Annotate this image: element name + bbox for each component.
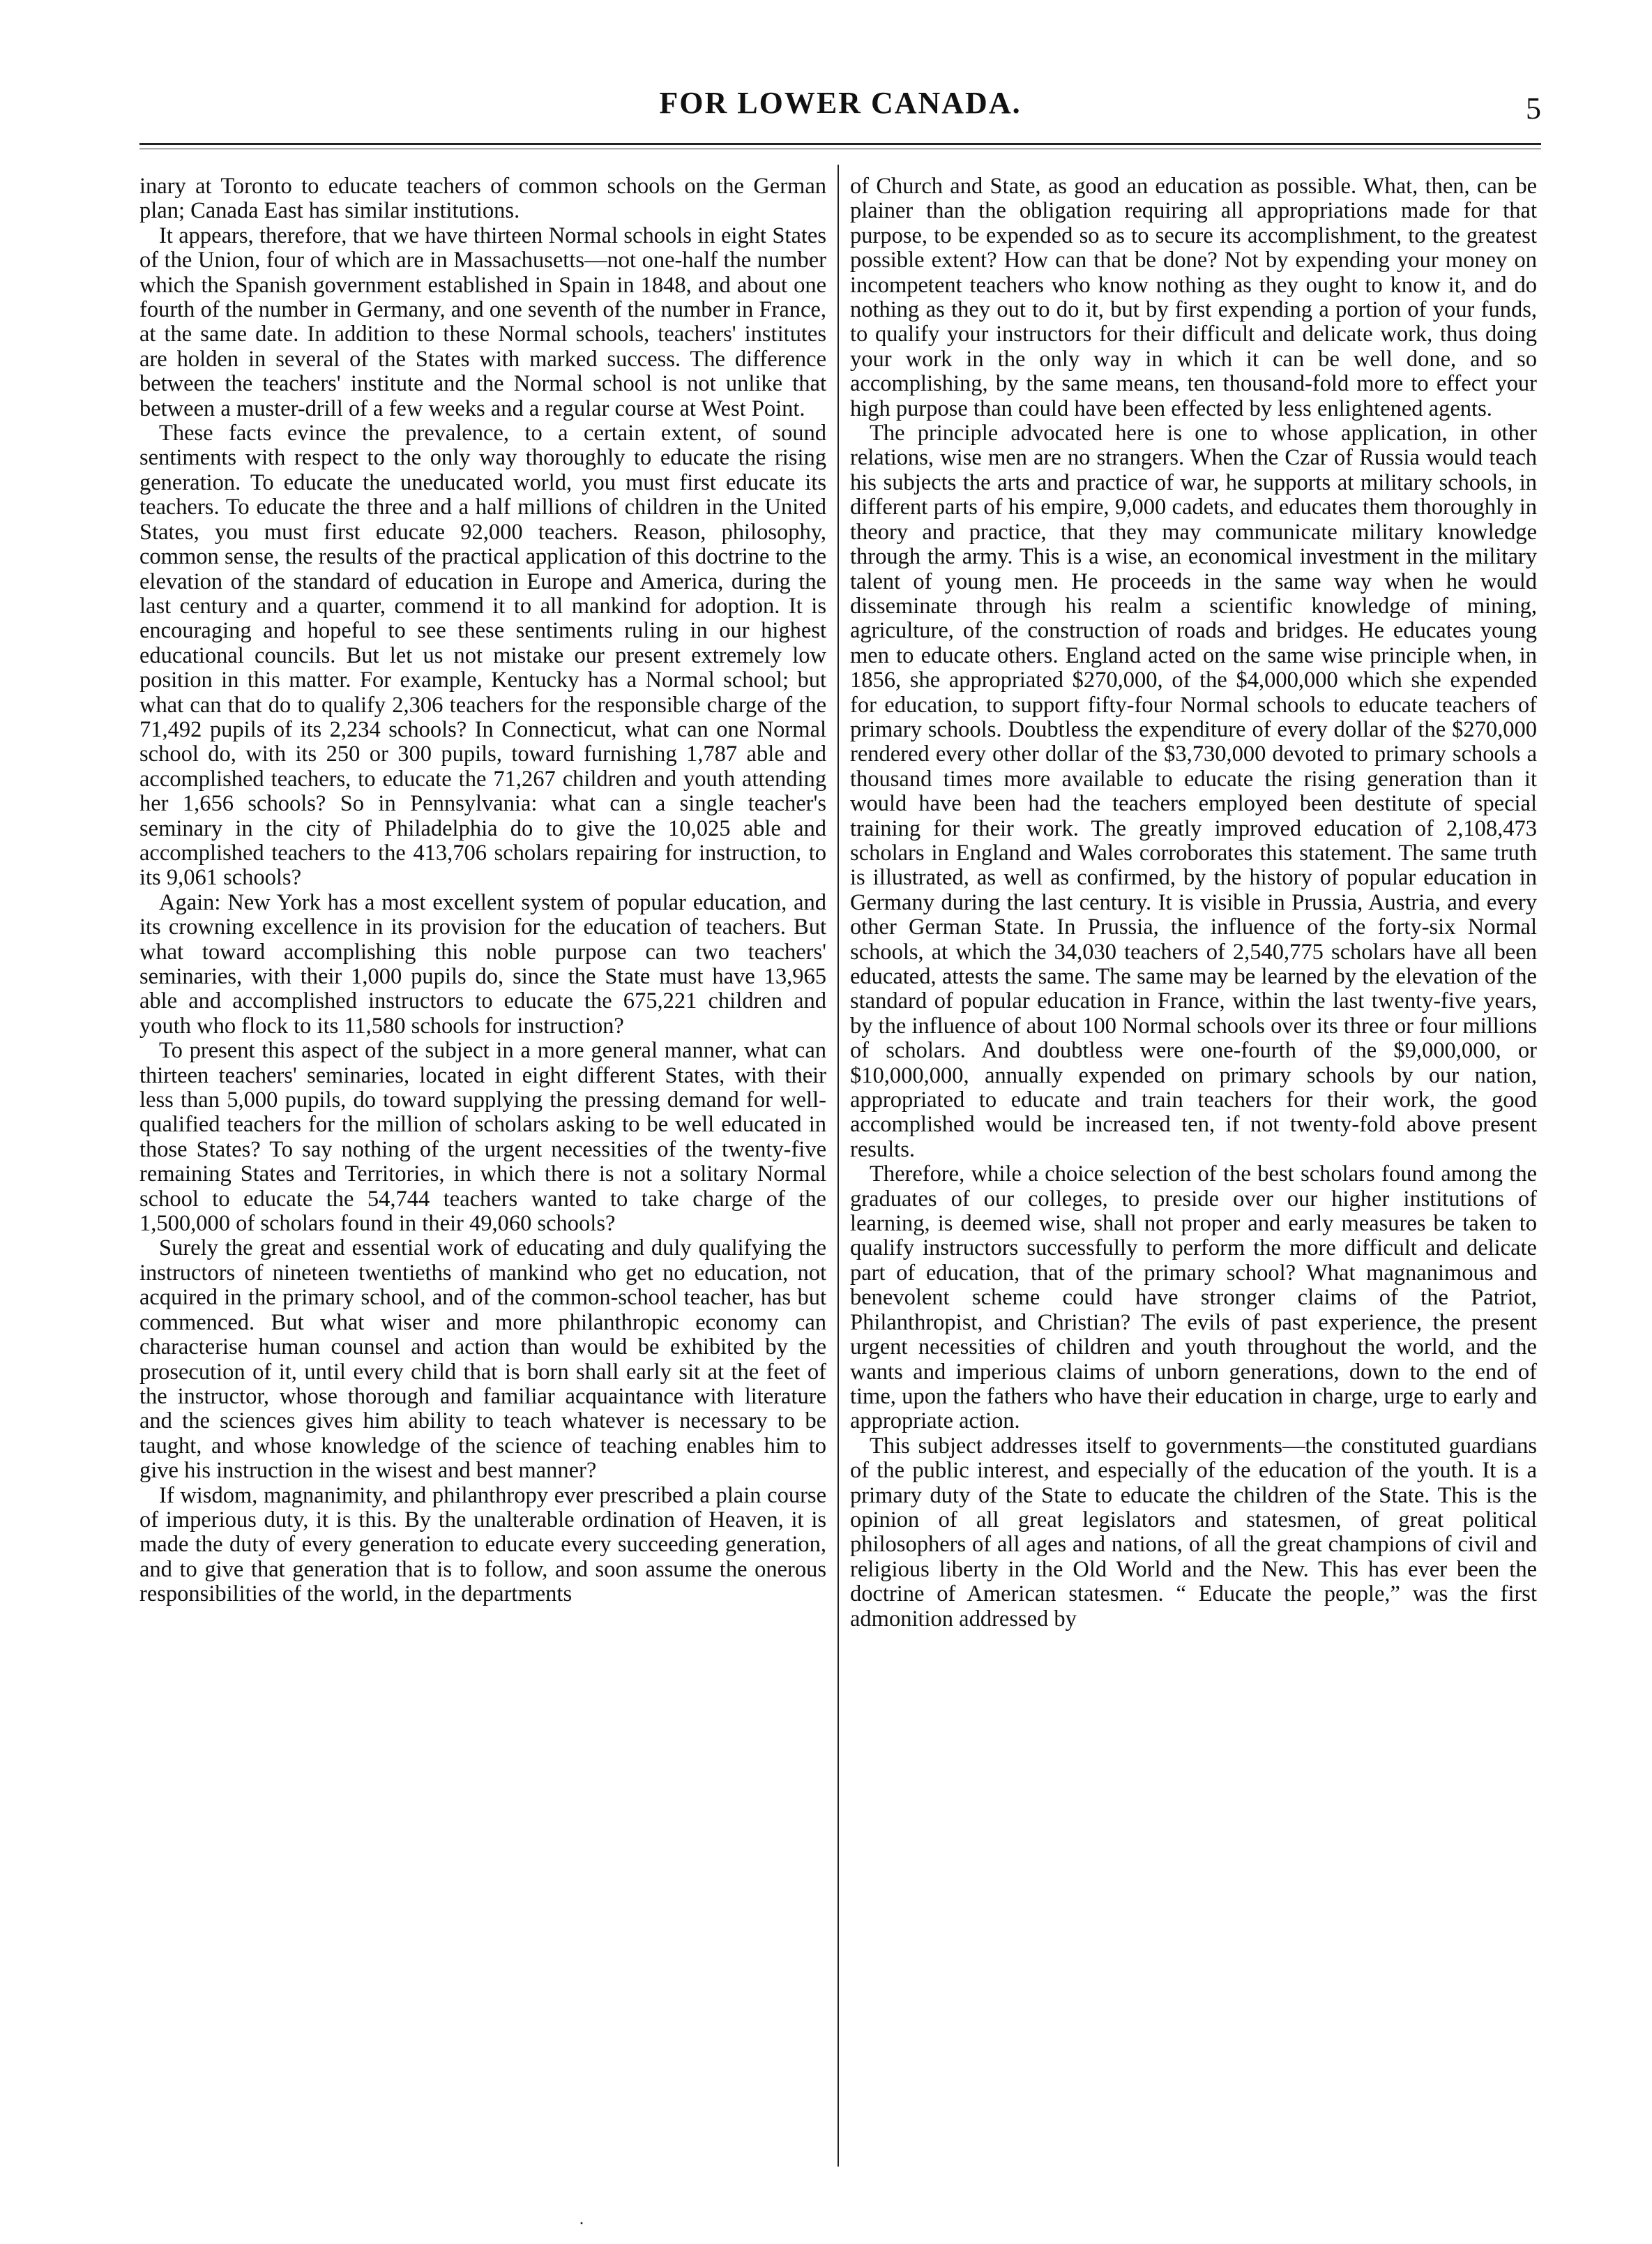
- paragraph: The principle advocated here is one to whose application, in other relations, wise men are no strangers. When the Czar of Russia would teach his subjects the arts and practice of war, he supports at military schools, in different parts of his empire, 9,000 cadets, and educates them thoroughly in theory and practice, that they may communicate military knowledge through the army. This is a wise, an economical investment in the military talent of young men. He proceeds in the same way when he would disseminate through his realm a scientific knowledge of mining, agriculture, of the construction of roads and bridges. He educates young men to educate others. England acted on the same wise principle when, in 1856, she appropriated $270,000, of the $4,000,000 which she expended for education, to support fifty-four Normal schools to educate teachers of primary schools. Doubtless the expenditure of every dollar of the $270,000 rendered every other dollar of the $3,730,000 devoted to primary schools a thousand times more available to educate the rising generation than it would have been had the teachers employed been destitute of special training for their work. The greatly improved education of 2,108,473 scholars in England and Wales corroborates this statement. The same truth is illustrated, as well as confirmed, by the history of popular education in Germany during the last century. It is visible in Prussia, Austria, and every other German State. In Prussia, the influence of the forty-six Normal schools, at which the 34,030 teachers of 2,540,775 scholars have all been educated, attests the same. The same may be learned by the elevation of the standard of popular education in France, within the last twenty-five years, by the influence of about 100 Normal schools over its three or four millions of scholars. And doubtless were one-fourth of the $9,000,000, or $10,000,000, annually expended on primary schools by our nation, appropriated to educate and train teachers for their work, the good accomplished would be increased ten, if not twenty-fold above present results.: [850, 421, 1537, 1162]
- paragraph: If wisdom, magnanimity, and philanthropy ever prescribed a plain course of imperious duty, it is this. By the unalterable ordination of Heaven, it is made the duty of every generation to educate every succeeding generation, and to give that generation that is to follow, and soon assume the onerous responsibilities of the world, in the departments: [139, 1482, 826, 1607]
- header-rule: [139, 143, 1541, 145]
- paragraph: To present this aspect of the subject in a more general manner, what can thirteen teachers' seminaries, located in eight different States, with their less than 5,000 pupils, do toward supplying the pressing demand for well-qualified teachers for the million of scholars asking to be well educated in those States? To say nothing of the urgent necessities of the twenty-five remaining States and Territories, in which there is not a solitary Normal school to educate the 54,744 teachers wanted to take charge of the 1,500,000 of scholars found in their 49,060 schools?: [139, 1038, 826, 1237]
- print-mark: ·: [579, 2215, 584, 2233]
- left-column: [139, 174, 826, 2169]
- running-title: FOR LOWER CANADA.: [659, 86, 1022, 120]
- paragraph: This subject addresses itself to governments—the constituted guardians of the public interest, and especially of the education of the youth. It is a primary duty of the State to educate the children of the State. This is the opinion of all great legislators and statesmen, of great political philosophers of all ages and nations, of all the great champions of civil and religious liberty in the Old World and the New. This has ever been the doctrine of American statesmen. “ Educate the people,” was the first admonition addressed by: [850, 1433, 1537, 1632]
- page-number: 5: [1526, 91, 1541, 126]
- paragraph: These facts evince the prevalence, to a certain extent, of sound sentiments with respect to the only way thoroughly to educate the rising generation. To educate the uneducated world, you must first educate its teachers. To educate the three and a half millions of children in the United States, you must first educate 92,000 teachers. Reason, philosophy, common sense, the results of the practical application of this doctrine to the elevation of the standard of education in Europe and America, during the last century and a quarter, commend it to all mankind for adoption. It is encouraging and hopeful to see these sentiments ruling in our highest educational councils. But let us not mistake our present extremely low position in this matter. For example, Kentucky has a Normal school; but what can that do to qualify 2,306 teachers for the responsible charge of the 71,492 pupils of its 2,234 schools? In Connecticut, what can one Normal school do, with its 250 or 300 pupils, toward furnishing 1,787 able and accomplished teachers, to educate the 71,267 children and youth attending her 1,656 schools? So in Pennsylvania: what can a single teacher's seminary in the city of Philadelphia do to give the 10,025 able and accomplished teachers to the 413,706 scholars repairing for instruction, to its 9,061 schools?: [139, 421, 826, 891]
- paragraph: of Church and State, as good an education as possible. What, then, can be plainer than the obligation requiring all appropriations made for that purpose, to be expended so as to secure its accomplishment, to the greatest possible extent? How can that be done? Not by expending your money on incompetent teachers who know nothing as they ought to know it, and do nothing as they out to do it, but by first expending a portion of your funds, to qualify your instructors for their difficult and delicate work, thus doing your work in the only way in which it can be well done, and so accomplishing, by the same means, ten thousand-fold more to effect your high purpose than could have been effected by less enlightened agents.: [850, 174, 1537, 421]
- column-divider: [838, 165, 839, 2167]
- paragraph: Surely the great and essential work of educating and duly qualifying the instructors of nineteen twentieths of mankind who get no education, not acquired in the primary school, and of the common-school teacher, has but commenced. But what wiser and more philanthropic economy can characterise human counsel and action than would be exhibited by the prosecution of it, until every child that is born shall early sit at the feet of the instructor, whose thorough and familiar acquaintance with literature and the sciences gives him ability to teach whatever is necessary to be taught, and whose knowledge of the science of teaching enables him to give his instruction in the wisest and best manner?: [139, 1235, 826, 1484]
- paragraph: inary at Toronto to educate teachers of common schools on the German plan; Canada East has similar institutions.: [139, 174, 826, 224]
- right-column: [850, 174, 1537, 2169]
- paragraph: It appears, therefore, that we have thirteen Normal schools in eight States of the Union, four of which are in Massachusetts—not one-half the number which the Spanish government established in Spain in 1848, and about one fourth of the number in Germany, and one seventh of the number in France, at the same date. In addition to these Normal schools, teachers' institutes are holden in several of the States with marked success. The difference between the teachers' institute and the Normal school is not unlike that between a muster-drill of a few weeks and a regular course at West Point.: [139, 223, 826, 421]
- page-header: [139, 82, 1541, 138]
- paragraph: Again: New York has a most excellent system of popular education, and its crowning excellence in its provision for the education of teachers. But what toward accomplishing this noble purpose can two teachers' seminaries, with their 1,000 pupils do, since the State must have 13,965 able and accomplished instructors to educate the 675,221 children and youth who flock to its 11,580 schools for instruction?: [139, 889, 826, 1039]
- paragraph: Therefore, while a choice selection of the best scholars found among the graduates of our colleges, to preside over our higher institutions of learning, is deemed wise, shall not proper and early measures be taken to qualify instructors successfully to perform the more difficult and delicate part of education, that of the primary school? What magnanimous and benevolent scheme could have stronger claims of the Patriot, Philanthropist, and Christian? The evils of past experience, the present urgent necessities of children and youth throughout the world, and the wants and imperious claims of unborn generations, down to the end of time, upon the fathers who have their education in charge, urge to early and appropriate action.: [850, 1161, 1537, 1434]
